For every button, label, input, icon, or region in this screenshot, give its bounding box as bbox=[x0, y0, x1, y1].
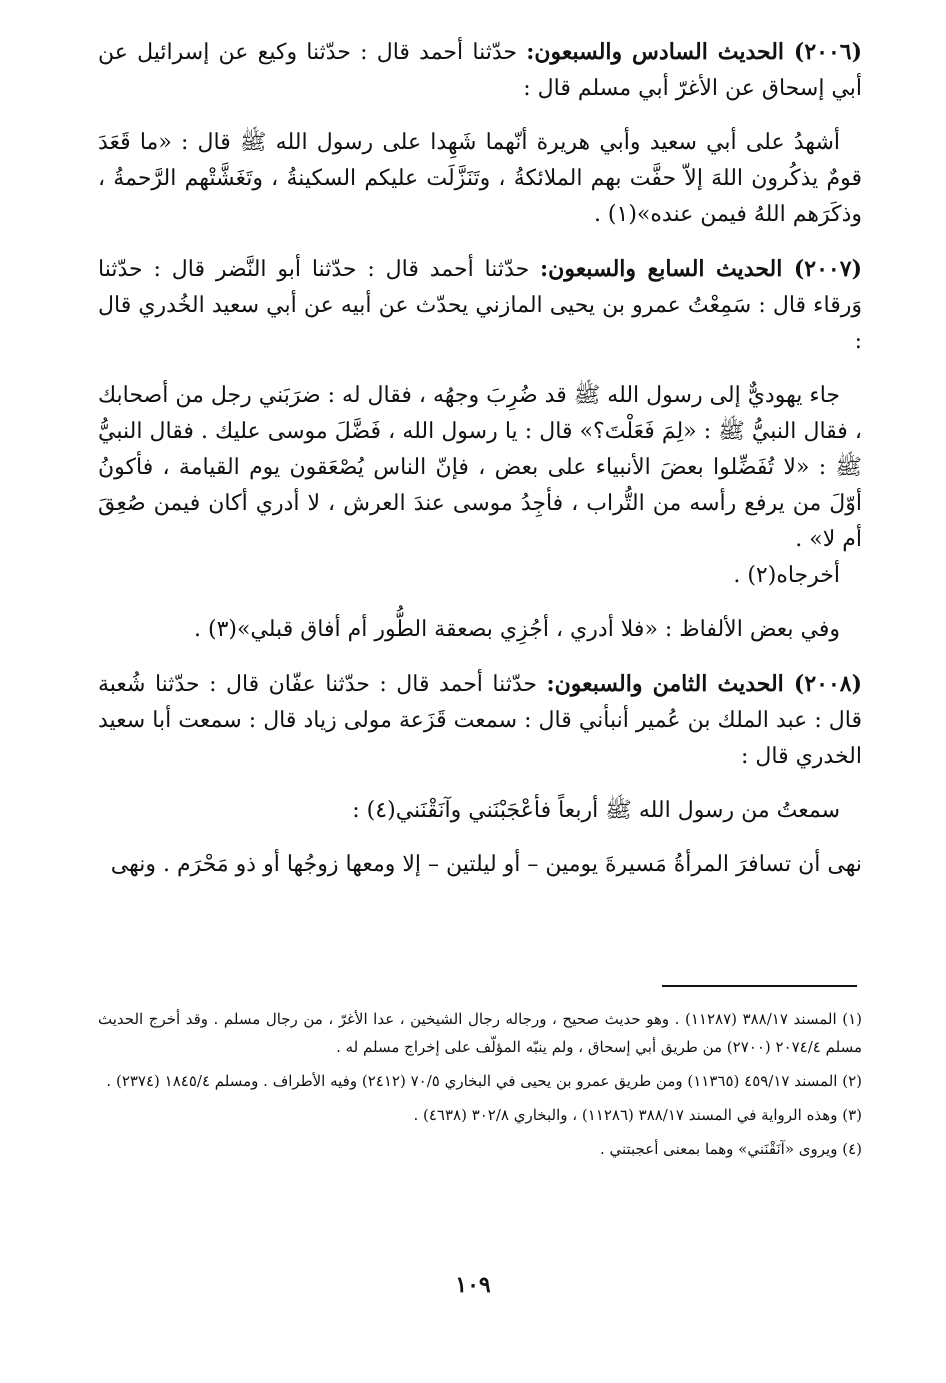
hadith-2007-variant: وفي بعض الألفاظ : «فلا أدري ، أجُزِي بصعقة الطُّور أم أفاق قبلي»(٣) . bbox=[193, 617, 840, 642]
hadith-heading: (٢٠٠٨) الحديث الثامن والسبعون: bbox=[546, 671, 863, 697]
isnad-text: حدّثنا أحمد قال : حدّثنا عفّان قال : حدّثنا شُعبة قال : عبد الملك بن عُمير أنبأني قال : سمعت قَزَعة مولى زياد قال : سمعت أبا سعيد الخدري قال : bbox=[98, 672, 862, 769]
isnad-text: حدّثنا أحمد قال : حدّثنا وكيع عن إسرائيل عن أبي إسحاق عن الأغرّ أبي مسلم قال : bbox=[98, 40, 862, 101]
page-number: ١٠٩ bbox=[455, 1272, 491, 1298]
isnad-text: حدّثنا أحمد قال : حدّثنا أبو النَّضر قال : حدّثنا وَرقاء قال : سَمِعْتُ عمرو بن يحيى المازني يحدّث عن أبيه عن أبي سعيد الخُدري قال : bbox=[98, 257, 862, 354]
footnote-2: (٢) المسند ٤٥٩/١٧ (١١٣٦٥) ومن طريق عمرو بن يحيى في البخاري ٧٠/٥ (٢٤١٢) وفيه الأطراف . ومسلم ١٨٤٥/٤ (٢٣٧٤) . bbox=[106, 1072, 862, 1090]
hadith-2007-takhrij: أخرجاه(٢) . bbox=[733, 563, 840, 588]
main-text bbox=[98, 34, 862, 883]
hadith-2008-matn-1: سمعتُ من رسول الله ﷺ أربعاً فأعْجَبْنَني وآنَقْنَني(٤) : bbox=[352, 798, 840, 823]
hadith-2006-isnad bbox=[98, 34, 862, 107]
footnote-4: (٤) ويروى «آنَقْنَني» وهما بمعنى أعجبتني . bbox=[599, 1140, 862, 1158]
hadith-2008-isnad bbox=[98, 666, 862, 775]
hadith-2008-matn-2: نهى أن تسافرَ المرأةُ مَسيرةَ يومين – أو ليلتين – إلا ومعها زوجُها أو ذو مَحْرَم . ونهى bbox=[110, 852, 862, 877]
hadith-heading: (٢٠٠٧) الحديث السابع والسبعون: bbox=[540, 256, 862, 282]
hadith-heading: (٢٠٠٦) الحديث السادس والسبعون: bbox=[526, 39, 862, 65]
hadith-2006-matn: أشهدُ على أبي سعيد وأبي هريرة أنّهما شَهِدا على رسول الله ﷺ قال : «ما قَعَدَ قومٌ يذكُرون اللهَ إلاّ حفَّت بهم الملائكةُ ، وتَنَزَّلَت عليكم السكينةُ ، وتَغَشَّتْهم الرَّحمةُ ، وذكَرَهم اللهُ فيمن عنده»(١) . bbox=[98, 130, 862, 227]
hadith-2007-isnad bbox=[98, 251, 862, 360]
footnote-1: (١) المسند ٣٨٨/١٧ (١١٢٨٧) . وهو حديث صحيح ، ورجاله رجال الشيخين ، عدا الأغرّ ، من رجال مسلم . وقد أخرج الحديث مسلم ٢٠٧٤/٤ (٢٧٠٠) من طريق أبي إسحاق ، ولم ينبّه المؤلّف على إخراج مسلم له . bbox=[98, 1010, 862, 1056]
footnote-3: (٣) وهذه الرواية في المسند ٣٨٨/١٧ (١١٢٨٦) ، والبخاري ٣٠٢/٨ (٤٦٣٨) . bbox=[413, 1106, 862, 1124]
hadith-2007-matn: جاء يهوديٌّ إلى رسول الله ﷺ قد ضُرِبَ وجهُه ، فقال له : ضرَبَني رجل من أصحابك ، فقال النبيُّ ﷺ : «لِمَ فَعَلْتَ؟» قال : يا رسول الله ، فَضَّلَ موسى عليك . فقال النبيُّ ﷺ : «لا تُفَضِّلوا بعضَ الأنبياء على بعض ، فإنّ الناس يُصْعَقون يوم القيامة ، فأكونُ أوّلَ من يرفع رأسه من التُّراب ، فأجِدُ موسى عندَ العرش ، لا أدري أكان فيمن صُعِقَ أم لا» . bbox=[97, 383, 862, 552]
footnotes bbox=[98, 1005, 862, 1163]
footnote-divider bbox=[662, 985, 857, 987]
